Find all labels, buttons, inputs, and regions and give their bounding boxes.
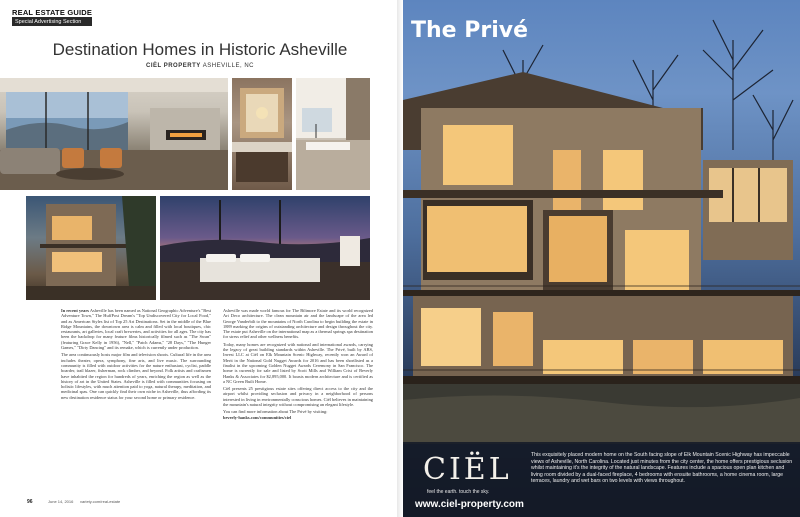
paragraph: The area continuously hosts major film and television shoots. Cultural life in the area includes theater, opera, symphony, fine arts, and live music. The surrounding community is filled with outdoor activities for the nature enthusiast, cyclist, paddle boarder, trail blazer, fisherman, rock climber, and beyond. Folk artists and craftsmen have inhabited the region for hundreds of years, enriching the region as well as the history of art in the United States. Asheville is filled with communities focusing on holistic lifestyles, with much attention paid to yoga, natural therapy, meditation, and medicinal spas. One can quickly find their own niche in Asheville, thus affording its new destination residence status for your second home or primary residence. <box>61 352 211 400</box>
byline-company: CIËL PROPERTY <box>146 63 201 69</box>
property-description: This exquisitely placed modern home on the South facing slope of Elk Mountain Scenic Highway has impeccable views of Asheville, North Carolina. Located just minutes from the city center, the home offers prestigious seclusion whilst maintaining it's the integrity of the natural landscape. Features include a spacious open plan kitchen and living room divided by a dual-faced fireplace, 4 bedrooms with ensuite bathrooms, a home cinema room, large terraces, laundry and wet bars on two levels with views throughout. <box>531 452 793 485</box>
section-subtitle: Special Advertising Section <box>12 17 92 26</box>
article-title: Destination Homes in Historic Asheville <box>52 40 348 59</box>
bedroom-photo <box>160 196 370 300</box>
tagline: feel the earth. touch the sky. <box>427 489 490 495</box>
kitchen-photo <box>296 78 370 190</box>
article-column-2 <box>223 308 373 422</box>
issue-date: June 14, 2016 <box>48 499 74 504</box>
page-number: 96 <box>27 499 33 505</box>
paragraph: Asheville was made world famous for The Biltmore Estate and its world recognized Art Deco architecture. The clean mountain air and the landscape of the area led George Vanderbilt to the mountains of North Carolina to begin building the estate in 1889 marking the origins of outstanding architecture and design throughout the city. The estate put Asheville on the international map as a thermal springs spa destination for stress relief and other wellness benefits. <box>223 308 373 340</box>
right-page-ad <box>403 0 800 517</box>
exterior-photo <box>26 196 156 300</box>
folio-website: variety.com/real-estate <box>80 499 121 504</box>
paragraph: Today, many homes are recognized with national and international awards, carrying the legacy of great building standards within Asheville. The Privé, built by ABS, Invest LLC at Ciël on Elk Mountain Scenic Highway, recently won an Award of Merit in the National Gold Nugget Awards for 2016 and has been shortlisted as a finalist in the upcoming Golden Nugget Awards Ceremony in San Francisco. The home is currently for sale and listed by Scott Mills and William Crist of Beverly Hanks & Associates for $2,895,000. It boasts modern architecture and is certified as a NC Green Built Home. <box>223 341 373 384</box>
ciel-logo: CIËL <box>423 452 512 487</box>
paragraph: You can find more information about The Privé by visiting: <box>223 409 328 415</box>
paragraph: Ciël presents 25 prestigious estate sites offering direct access to the city and the airport whilst providing seclusion and privacy in a neighborhood of persons interested in living in environmentally conscious homes. Ciël believes in maintaining the mountain's natural integrity without compromising an elegant lifestyle. <box>223 386 373 408</box>
living-room-photo <box>0 78 228 190</box>
house-photo <box>403 0 800 517</box>
paragraph: Asheville has been named as National Geographic Adventure's "Best Adventure Town," The HuffPost Dream's "Top Undiscovered City for Local Food," and as American Styles list of Top 25 Art Destinations. Set in the middle of the Blue Ridge Mountains, the downtown area is calm and filled with local boutiques, chic restaurants, art galleries, local craft breweries, and activities for all ages. The city has been the backdrop for many feature films historically filmed such as "The Swan" (featuring Grace Kelly in 1956), "Nell," "Patch Adams," "28 Days," "The Hunger Games," "Dirty Dancing" and its remake, which is currently under production. <box>61 308 211 351</box>
article-column-1 <box>61 308 211 402</box>
section-title: REAL ESTATE GUIDE <box>12 8 93 17</box>
byline-location: ASHEVILLE, NC <box>202 63 254 69</box>
lead-in: In recent years <box>61 308 89 313</box>
community-link[interactable]: beverly-hanks.com/communities/ciel <box>223 414 292 420</box>
ad-headline: The Privé <box>411 18 529 43</box>
ad-website-link[interactable]: www.ciel-property.com <box>415 499 524 510</box>
byline <box>0 63 400 69</box>
bathroom-photo <box>232 78 292 190</box>
